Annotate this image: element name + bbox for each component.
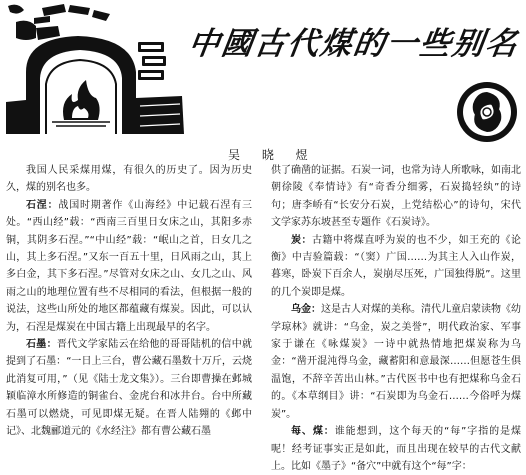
intro-paragraph: 我国人民采煤用煤，有很久的历史了。因为历史久，煤的别名也多。	[6, 165, 252, 194]
paragraph-wujin	[271, 301, 521, 423]
article-title: 中國古代煤的一些别名	[186, 26, 522, 62]
right-column	[271, 162, 521, 475]
body-tan: 古籍中将煤直呼为炭的也不少，如王充的《论衡》中吉验篇载：“（窦）广国……为其主人入山作炭，暮寒，卧炭下百余人，炭崩尽压死，广国独得脱”。这里的几个炭即是煤。	[271, 234, 522, 298]
paragraph-shimo	[6, 336, 252, 440]
term-tan: 炭：	[291, 234, 312, 246]
continued-paragraph: 供了确凿的证据。石炭一词，也常为诗人所歌咏，如南北朝徐陵《奉情诗》有“奇香分细雾，石炭捣轻纨”的诗句；唐李峤有“长安分石炭，上党结松心”的诗句，宋代文学家苏东坡甚至专题作《石炭诗》。	[271, 165, 521, 229]
coin-ornament	[455, 80, 519, 144]
left-column	[6, 162, 252, 441]
term-shimo: 石墨：	[26, 339, 57, 351]
kiln-illustration	[6, 2, 186, 134]
author-byline: 吴 晓 煜	[228, 148, 317, 162]
term-shinie: 石涅：	[26, 199, 59, 211]
paragraph-mei	[271, 423, 521, 475]
paragraph-shinie	[6, 197, 252, 336]
body-wujin: 这是古人对煤的美称。清代儿童启蒙读物《幼学琼林》就讲：“乌金，炭之美誉”，明代政治家、军事家于谦在《咏煤炭》一诗中就热情地把煤炭称为乌金：“凿开混沌得乌金，藏蓄阳和意最深……但愿苍生俱温饱，不辞辛苦出山林。”古代医书中也有把煤称乌金石的。《本草纲目》讲：“石炭即为乌金石……今俗呼为煤炭”。	[271, 304, 521, 420]
body-shimo: 晋代文学家陆云在给他的哥哥陆机的信中就提到了石墨：“一日上三台，曹公藏石墨数十万斤，云烧此消复可用，”（见《陆士龙文集》）。三台即曹操在邺城颖临漳水所修造的铜雀台、金虎台和冰井台。台中所藏石墨可以燃烧，可见即煤无疑。在晋人陆翙的《邺中记》、北魏郦道元的《水经注》都有曹公藏石墨	[6, 339, 253, 438]
body-shinie: 战国时期著作《山海经》中记载石涅有三处。“西山经”载：“西南三百里日女床之山，其阳多赤铜，其阴多石涅。”“中山经”载：“岷山之首，日女几之山，其上多石涅。”又东一百五十里，日风雨之山，其上多白金，其下多石涅。”尽管对女床之山、女几之山、风雨之山的地理位置有些不尽相同的看法，但根据一般的说法，这些山所处的地区都蕴藏有煤炭。因此，可以认为，石涅是煤炭在中国古籍上出现最早的名字。	[6, 199, 253, 333]
term-mei: 每、煤：	[291, 426, 335, 438]
paragraph-tan	[271, 232, 521, 302]
term-wujin: 乌金：	[291, 304, 321, 316]
body-mei: 谁能想到，这个每天的“每”字指的是煤呢！经考证事实正是如此，而且出现在较早的古代文献上。比如《墨子》“备穴”中就有这个“每”字：	[271, 426, 521, 472]
